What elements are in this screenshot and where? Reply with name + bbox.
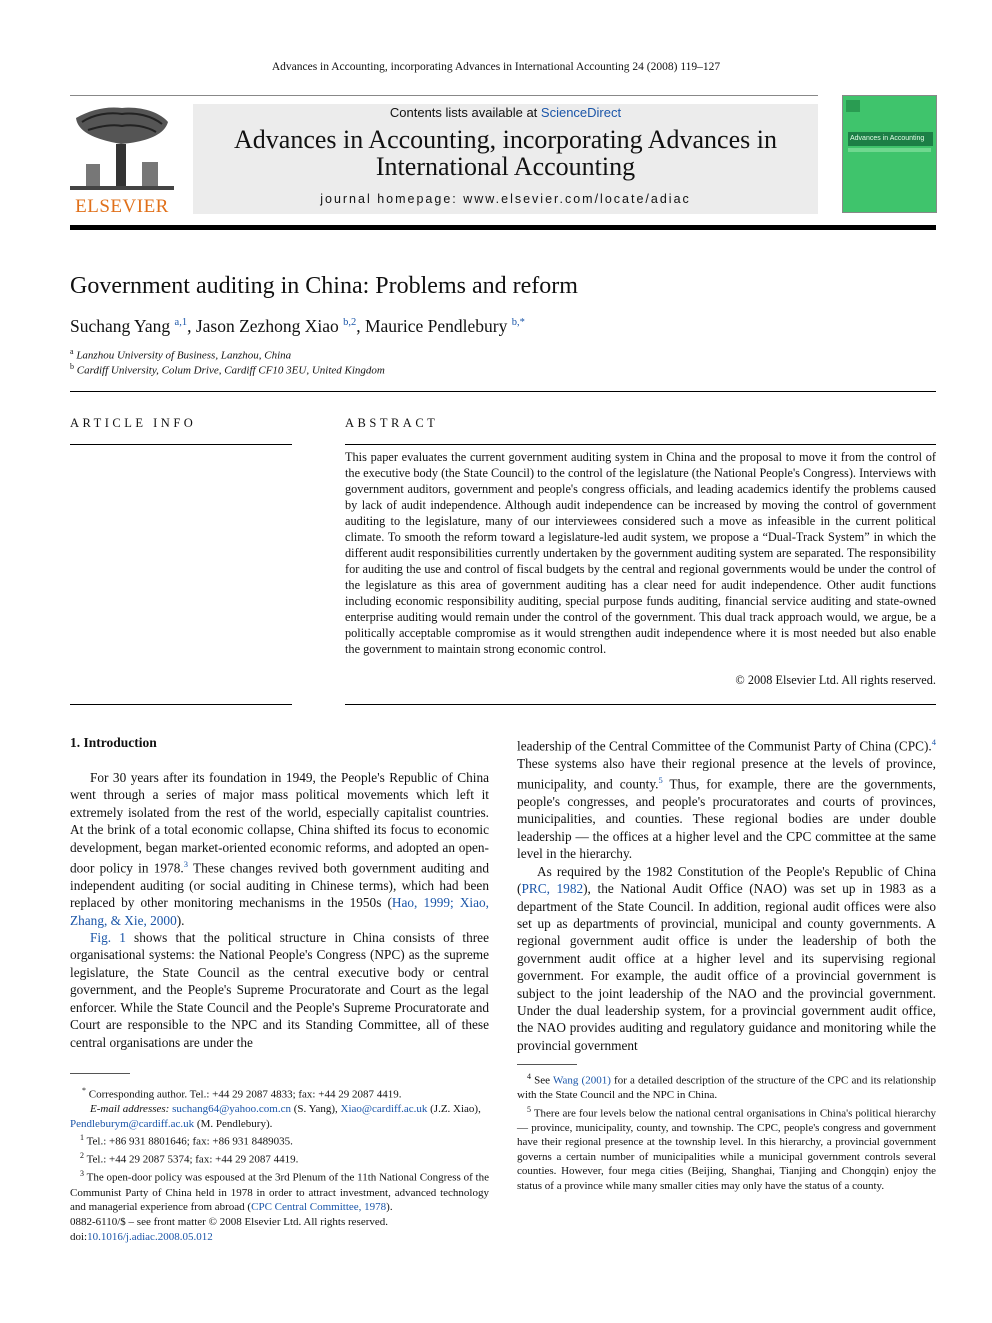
- citation-link[interactable]: PRC, 1982: [521, 881, 584, 897]
- author-marks[interactable]: a,1: [174, 317, 188, 329]
- contents-line: Contents lists available at ScienceDirect: [389, 105, 622, 120]
- footnotes-left: [70, 1084, 489, 1215]
- cover-title: Advances in Accounting: [848, 132, 933, 146]
- doi-link[interactable]: 10.1016/j.adiac.2008.05.012: [87, 1231, 213, 1243]
- affiliation: $^b$ Cardiff University, Colum Drive, Cardiff CF10 3EU, United Kingdom: [70, 362, 385, 377]
- author-name: Maurice Pendlebury: [364, 316, 508, 336]
- paragraph: For 30 years after its foundation in 1949, the People's Republic of China went through a series of major mass political movements which left it extremely isolated from the rest of the world, especially capitalist countries. At the brink of a total economic collapse, China shifted its focus to economic development, began market-oriented economic reforms, and adopted an open-door policy in 1978.$^3$ These changes revived both government auditing and independent auditing (or social auditing in Chinese terms), which had been replaced by other monitoring mechanisms in the 1950s (Hao, 1999; Xiao, Zhang, & Xie, 2000).: [70, 770, 490, 928]
- citation-link[interactable]: Hao, 1999; Xiao, Zhang, & Xie, 2000: [70, 895, 489, 928]
- body-left-column: [70, 769, 489, 1051]
- footnote-ref[interactable]: 5: [658, 775, 663, 786]
- citation-link[interactable]: Wang (2001): [553, 1074, 611, 1087]
- copyright-notice: © 2008 Elsevier Ltd. All rights reserved.: [735, 673, 936, 687]
- email-link[interactable]: Xiao@cardiff.ac.uk: [340, 1103, 428, 1116]
- body-right-column: [517, 734, 936, 1054]
- footnote: Pendleburym@cardiff.ac.uk (M. Pendlebury).: [70, 1117, 273, 1130]
- footnote-ref[interactable]: 4: [931, 737, 936, 747]
- homepage-url[interactable]: www.elsevier.com/locate/adiac: [463, 192, 691, 206]
- author-list: Suchang Yang $^{a,1}$, Jason Zezhong Xiao $^{b,2}$, Maurice Pendlebury $^{b,*}$: [70, 316, 525, 336]
- footnote: $^4$ See Wang (2001) for a detailed description of the structure of the CPC and its relationship with the State Council and the NPC in China.: [517, 1072, 936, 1102]
- article-info-heading: ARTICLE INFO: [70, 416, 197, 430]
- author-name: Jason Zezhong Xiao: [195, 316, 339, 336]
- divider: [70, 704, 292, 705]
- journal-homepage: journal homepage: www.elsevier.com/locate/adiac: [320, 192, 691, 206]
- citation-link[interactable]: CPC Central Committee, 1978: [251, 1201, 387, 1214]
- author-marks[interactable]: b,*: [511, 317, 525, 329]
- divider: [70, 444, 292, 445]
- author-name: Suchang Yang: [70, 316, 171, 336]
- footnote: $^5$ There are four levels below the national central organisations in China's political hierarchy — province, municipality, county, and township. The CPC, people's congress and government have their regional presence at the township level. In this hierarchy, a provincial government governs a certain number of municipalities while a municipal government controls several counties. However, four mega cities (Beijing, Shanghai, Tianjing and Chongqin) enjoy the status of a province while many smaller cities may only have the status of a county.: [517, 1104, 936, 1192]
- cover-subtitle-band: [848, 148, 931, 152]
- paragraph: Fig. 1 shows that the political structure in China consists of three organisational systems: the National People's Congress (NPC) as the supreme legislature, the State Council as the central executive body or central government, and the People's Supreme Procuratorate and Court as the legal enforcer. While the State Council and the People's Supreme Procuratorate and Court are responsible to the NPC and its Standing Committee, all of these central organisations are under the: [70, 930, 489, 1050]
- figure-link[interactable]: Fig. 1: [90, 930, 126, 946]
- footnote: $^1$ Tel.: +86 931 8801646; fax: +86 931 8489035.: [80, 1133, 293, 1148]
- publisher-wordmark: ELSEVIER: [75, 196, 169, 217]
- abstract-text: This paper evaluates the current government auditing system in China and the proposal to move it from the control of the executive body (the State Council) to the control of the legislature (the National People's Congress). Interviews with government auditors, government and people's congress officials, and leading academics identify the problems caused by lack of audit independence. Although audit independence can be increased by moving the control of government auditing to the legislature, many of our interviewees considered such a move as infeasible in the current political climate. To smooth the reform toward a legislature-led audit system, we propose a “Dual-Track System” in which the different audit responsibilities currently undertaken by the government auditing system are separated. The responsibility for auditing the use and control of fiscal budgets by the central and regional governments would be under the control of the legislature as this area of government auditing has a clear need for audit independence. Other audit functions including economic responsibility auditing, special purpose funds auditing, financial service auditing and state-owned enterprise auditing would remain under the control of the government. This dual track approach would, we argue, be a politically acceptable compromise as it would strengthen audit independence where it is most needed but also enable the government to maintain strong economic control.: [345, 450, 937, 656]
- footnote-separator: [517, 1064, 577, 1065]
- paragraph: As required by the 1982 Constitution of the People's Republic of China (PRC, 1982), the National Audit Office (NAO) was set up in 1983 as a department of the State Council. In addition, regional audit offices were also set up as departments of provincial, municipal and county governments. A regional government audit office is under the leadership of both the government audit office at a higher level and its supervising regional government. For example, the audit office of a provincial government is subject to the joint leadership of the NAO and the provincial government. Under the dual leadership system, for a provincial government audit office, the NAO provides auditing and regulatory guidance and monitoring while the provincial government: [517, 863, 936, 1053]
- running-head: Advances in Accounting, incorporating Advances in International Accounting 24 (2008) 119–127: [271, 61, 721, 73]
- masthead-bottom-rule: [70, 225, 936, 230]
- section-heading: 1. Introduction: [70, 735, 157, 750]
- footnote: $^3$ The open-door policy was espoused at the 3rd Plenum of the 11th National Congress of the Communist Party of China held in 1978 in order to attract investment, advanced technology and managerial experience from abroad (CPC Central Committee, 1978).: [70, 1169, 489, 1214]
- footnote: E-mail addresses: suchang64@yahoo.com.cn (S. Yang), Xiao@cardiff.ac.uk (J.Z. Xiao),: [90, 1103, 481, 1116]
- issn-line: 0882-6110/$ – see front matter © 2008 Elsevier Ltd. All rights reserved.: [70, 1216, 389, 1228]
- divider: [345, 444, 936, 445]
- affiliation: $^a$ Lanzhou University of Business, Lanzhou, China: [70, 347, 292, 362]
- doi-line: doi:10.1016/j.adiac.2008.05.012: [70, 1231, 213, 1243]
- email-link[interactable]: suchang64@yahoo.com.cn: [172, 1103, 291, 1116]
- email-link[interactable]: Pendleburym@cardiff.ac.uk: [70, 1117, 195, 1130]
- footnotes-right: [517, 1070, 936, 1193]
- article-title: Government auditing in China: Problems and reform: [70, 273, 578, 299]
- author-marks[interactable]: b,2: [343, 317, 357, 329]
- sciencedirect-link[interactable]: ScienceDirect: [540, 105, 622, 120]
- footnote-separator: [70, 1073, 130, 1074]
- footnote-ref[interactable]: 3: [183, 859, 188, 870]
- masthead-top-rule: [70, 95, 818, 96]
- footnote: * Corresponding author. Tel.: +44 29 2087 4833; fax: +44 29 2087 4419.: [82, 1086, 402, 1101]
- divider: [345, 704, 936, 705]
- paragraph: leadership of the Central Committee of the Communist Party of China (CPC).$^4$ These systems also have their regional presence at the levels of province, municipality, and county.$^5$ Thus, for example, there are the governments, people's congresses, and people's procuratorates and courts of provinces, municipalities, and counties. These regional bodies are under double leadership — the offices at a higher level and the CPC committee at the same level in the hierarchy.: [517, 737, 936, 862]
- cover-emblem: [846, 100, 860, 112]
- journal-cover-thumbnail: [842, 95, 937, 213]
- abstract-heading: ABSTRACT: [345, 416, 439, 430]
- journal-title: Advances in Accounting, incorporating Advances in International Accounting: [234, 125, 777, 181]
- issn-doi-block: [70, 1215, 388, 1245]
- divider: [70, 391, 936, 392]
- footnote: $^2$ Tel.: +44 29 2087 5374; fax: +44 29 2087 4419.: [80, 1151, 299, 1166]
